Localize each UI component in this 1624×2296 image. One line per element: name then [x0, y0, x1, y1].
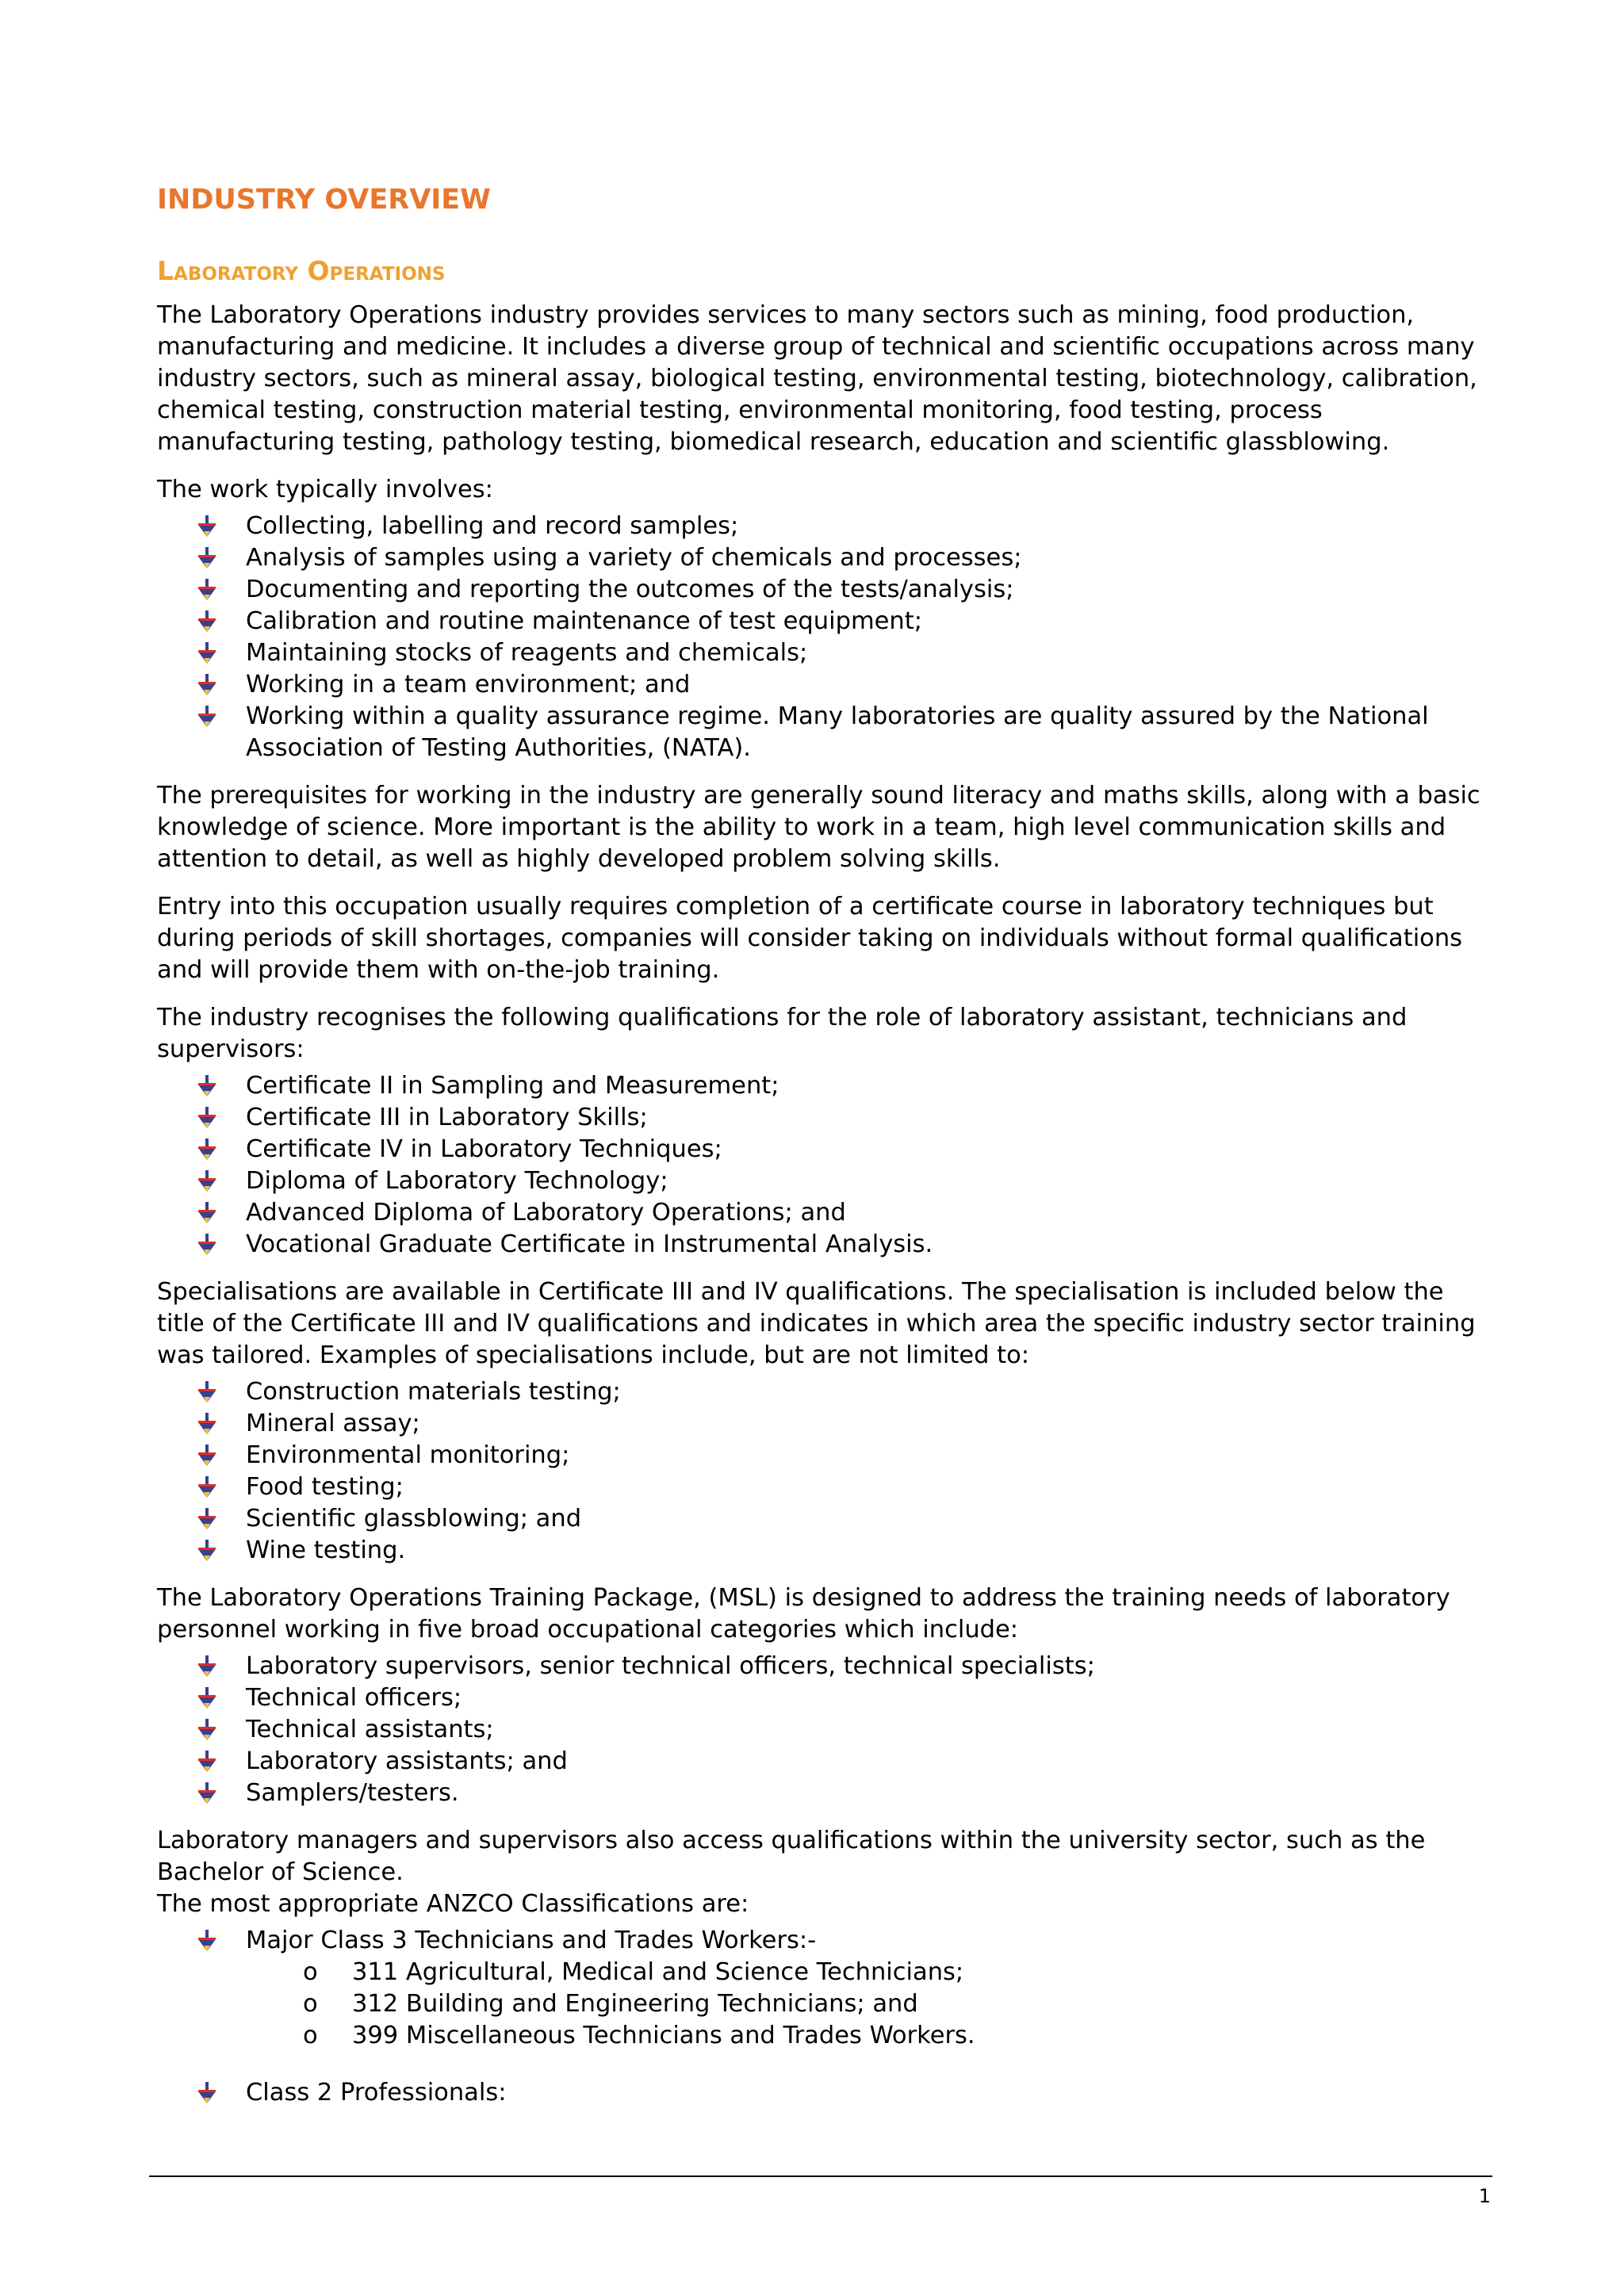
list-item: Maintaining stocks of reagents and chemicals;: [157, 637, 1489, 669]
intro-paragraph: The Laboratory Operations industry provides services to many sectors such as mining, food production, manufacturing and medicine. It includes a diverse group of technical and scientific occupations across many industry sectors, such as mineral assay, biological testing, environmental testing, biotechnology, calibration, chemical testing, construction material testing, environmental monitoring, food testing, process manufacturing testing, pathology testing, biomedical research, education and scientific glassblowing.: [157, 301, 1477, 456]
list-item: Working in a team environment; and: [157, 669, 1489, 701]
list-item: Certificate III in Laboratory Skills;: [157, 1102, 1489, 1134]
list-item: Technical officers;: [157, 1682, 1489, 1714]
down-arrow-bullet-icon: [197, 1782, 217, 1804]
qualifications-lead: The industry recognises the following qualifications for the role of laboratory assistant, technicians and supervisors:: [157, 1004, 1408, 1063]
list-item: Food testing;: [157, 1471, 1489, 1503]
down-arrow-bullet-icon: [197, 515, 217, 538]
down-arrow-bullet-icon: [197, 1655, 217, 1678]
list-item: Samplers/testers.: [157, 1777, 1489, 1809]
down-arrow-bullet-icon: [197, 1719, 217, 1741]
list-item: Environmental monitoring;: [157, 1440, 1489, 1471]
down-arrow-bullet-icon: [197, 674, 217, 696]
down-arrow-bullet-icon: [197, 1476, 217, 1498]
list-item: Class 2 Professionals:: [157, 2077, 1489, 2109]
list-item: Working within a quality assurance regime. Many laboratories are quality assured by the National Association of Testing Authorities, (NATA).: [157, 701, 1489, 764]
specialisations-lead: Specialisations are available in Certificate III and IV qualifications. The specialisation is included below the title of the Certificate III and IV qualifications and indicates in which area the specific industry sector training was tailored. Examples of specialisations include, but are not limited to:: [157, 1278, 1476, 1369]
list-item: o 399 Miscellaneous Technicians and Trades Workers.: [157, 2020, 1489, 2052]
anzco-major-list: [157, 1925, 1489, 1957]
down-arrow-bullet-icon: [197, 547, 217, 569]
anzco-lead: The most appropriate ANZCO Classifications are:: [157, 1890, 749, 1918]
down-arrow-bullet-icon: [197, 1508, 217, 1530]
list-item: Mineral assay;: [157, 1408, 1489, 1440]
list-item: Collecting, labelling and record samples;: [157, 511, 1489, 542]
list-item: Major Class 3 Technicians and Trades Workers:-: [157, 1925, 1489, 1957]
qualifications-list: [157, 1070, 1489, 1261]
msl-lead: The Laboratory Operations Training Package, (MSL) is designed to address the training needs of laboratory personnel working in five broad occupational categories which include:: [157, 1584, 1450, 1644]
page-heading: INDUSTRY OVERVIEW: [157, 184, 491, 216]
section-heading: Laboratory Operations: [157, 255, 446, 286]
down-arrow-bullet-icon: [197, 1381, 217, 1403]
down-arrow-bullet-icon: [197, 1107, 217, 1129]
document-page: [157, 179, 1489, 2125]
list-item: Wine testing.: [157, 1535, 1489, 1567]
page-number: 1: [1478, 2185, 1491, 2207]
managers-paragraph: Laboratory managers and supervisors also access qualifications within the university sector, such as the Bachelor of Science.: [157, 1827, 1426, 1886]
list-item: Advanced Diploma of Laboratory Operations; and: [157, 1197, 1489, 1229]
prerequisites-paragraph: The prerequisites for working in the industry are generally sound literacy and maths skills, along with a basic knowledge of science. More important is the ability to work in a team, high level communication skills and attention to detail, as well as highly developed problem solving skills.: [157, 782, 1480, 873]
down-arrow-bullet-icon: [197, 579, 217, 601]
down-arrow-bullet-icon: [197, 1687, 217, 1709]
msl-categories-list: [157, 1651, 1489, 1809]
list-item: Diploma of Laboratory Technology;: [157, 1165, 1489, 1197]
down-arrow-bullet-icon: [197, 610, 217, 633]
list-item: Laboratory assistants; and: [157, 1746, 1489, 1777]
specialisations-list: [157, 1376, 1489, 1567]
down-arrow-bullet-icon: [197, 1138, 217, 1161]
list-item: Technical assistants;: [157, 1714, 1489, 1746]
list-item: o 312 Building and Engineering Technicians; and: [157, 1988, 1489, 2020]
down-arrow-bullet-icon: [197, 1170, 217, 1192]
list-item: Construction materials testing;: [157, 1376, 1489, 1408]
down-arrow-bullet-icon: [197, 706, 217, 728]
circle-bullet-icon: o: [303, 1958, 318, 1986]
circle-bullet-icon: o: [303, 1990, 318, 2018]
list-item: Calibration and routine maintenance of test equipment;: [157, 606, 1489, 637]
list-item: Certificate II in Sampling and Measurement;: [157, 1070, 1489, 1102]
down-arrow-bullet-icon: [197, 1445, 217, 1467]
down-arrow-bullet-icon: [197, 1540, 217, 1562]
list-item: o 311 Agricultural, Medical and Science Technicians;: [157, 1957, 1489, 1988]
anzco-sub-list: [157, 1957, 1489, 2052]
down-arrow-bullet-icon: [197, 642, 217, 664]
work-lead: The work typically involves:: [157, 476, 493, 503]
down-arrow-bullet-icon: [197, 1202, 217, 1224]
entry-paragraph: Entry into this occupation usually requires completion of a certificate course in laboratory techniques but during periods of skill shortages, companies will consider taking on individuals without formal qualifications and will provide them with on-the-job training.: [157, 893, 1463, 984]
list-item: Vocational Graduate Certificate in Instrumental Analysis.: [157, 1229, 1489, 1261]
down-arrow-bullet-icon: [197, 1234, 217, 1256]
list-item: Certificate IV in Laboratory Techniques;: [157, 1134, 1489, 1165]
down-arrow-bullet-icon: [197, 1413, 217, 1435]
list-item: Scientific glassblowing; and: [157, 1503, 1489, 1535]
down-arrow-bullet-icon: [197, 1930, 217, 1952]
list-item: Laboratory supervisors, senior technical officers, technical specialists;: [157, 1651, 1489, 1682]
circle-bullet-icon: o: [303, 2022, 318, 2049]
list-item: Documenting and reporting the outcomes of the tests/analysis;: [157, 574, 1489, 606]
anzco-class2-list: [157, 2077, 1489, 2109]
down-arrow-bullet-icon: [197, 2082, 217, 2104]
list-item: Analysis of samples using a variety of chemicals and processes;: [157, 542, 1489, 574]
work-list: [157, 511, 1489, 764]
down-arrow-bullet-icon: [197, 1751, 217, 1773]
footer-divider: [149, 2175, 1492, 2177]
down-arrow-bullet-icon: [197, 1075, 217, 1097]
